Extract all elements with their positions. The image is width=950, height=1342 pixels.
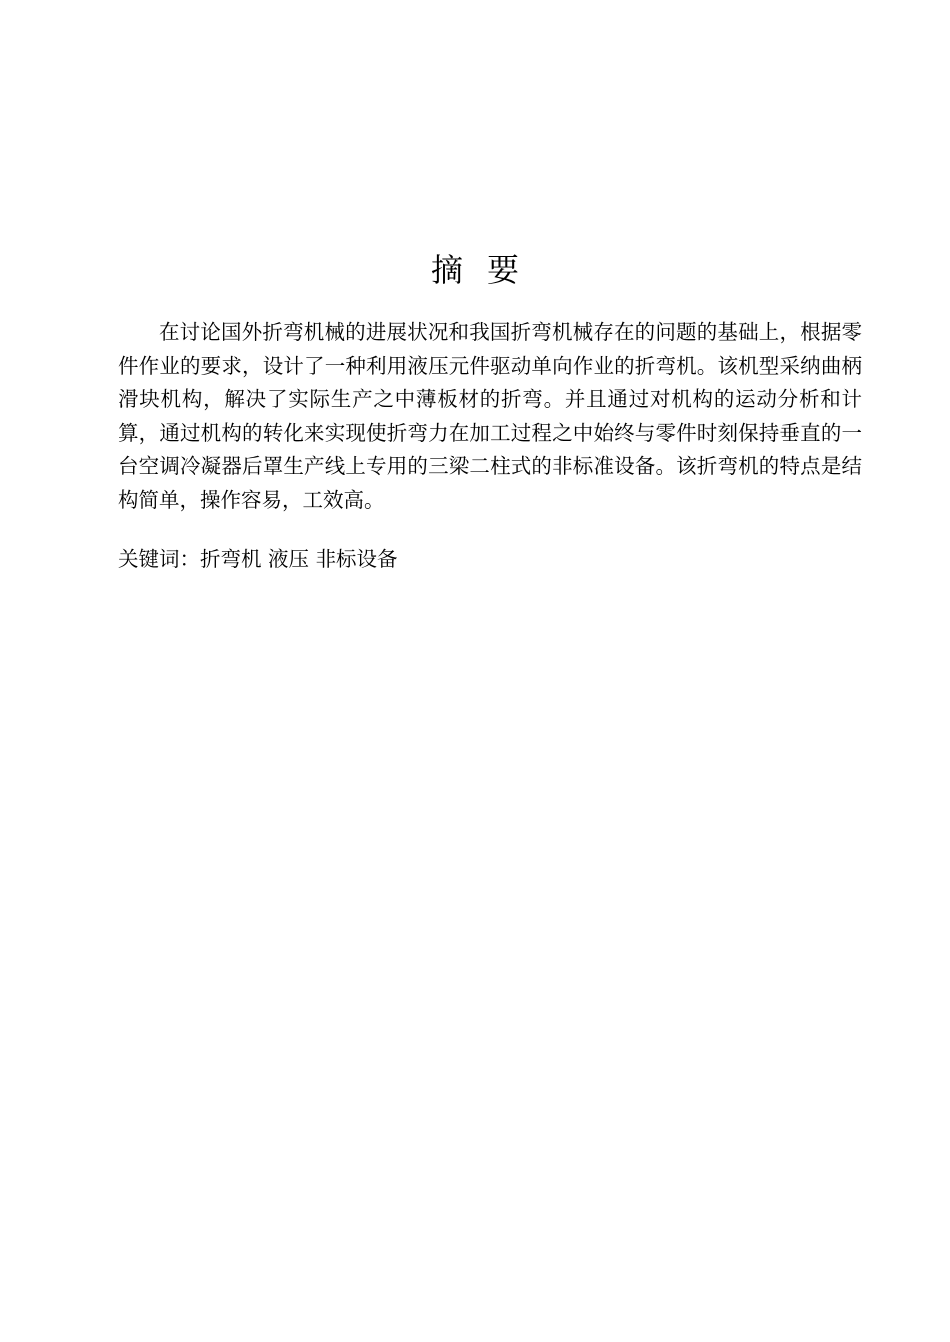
abstract-body: 在讨论国外折弯机械的进展状况和我国折弯机械存在的问题的基础上，根据零件作业的要求，设计了一种利用液压元件驱动单向作业的折弯机。该机型采纳曲柄滑块机构，解决了实际生产之中薄板材的折弯。并且通过对机构的运动分析和计算，通过机构的转化来实现使折弯力在加工过程之中始终与零件时刻保持垂直的一台空调冷凝器后罩生产线上专用的三梁二柱式的非标准设备。该折弯机的特点是结构简单，操作容易，工效高。 bbox=[118, 320, 862, 512]
keyword-item: 液压 bbox=[268, 547, 310, 571]
keywords-label: 关键词： bbox=[118, 547, 200, 571]
keywords-line bbox=[118, 543, 862, 576]
keyword-item: 非标设备 bbox=[315, 547, 398, 571]
page-title: 摘要 bbox=[430, 251, 543, 289]
keyword-item: 折弯机 bbox=[200, 547, 262, 571]
